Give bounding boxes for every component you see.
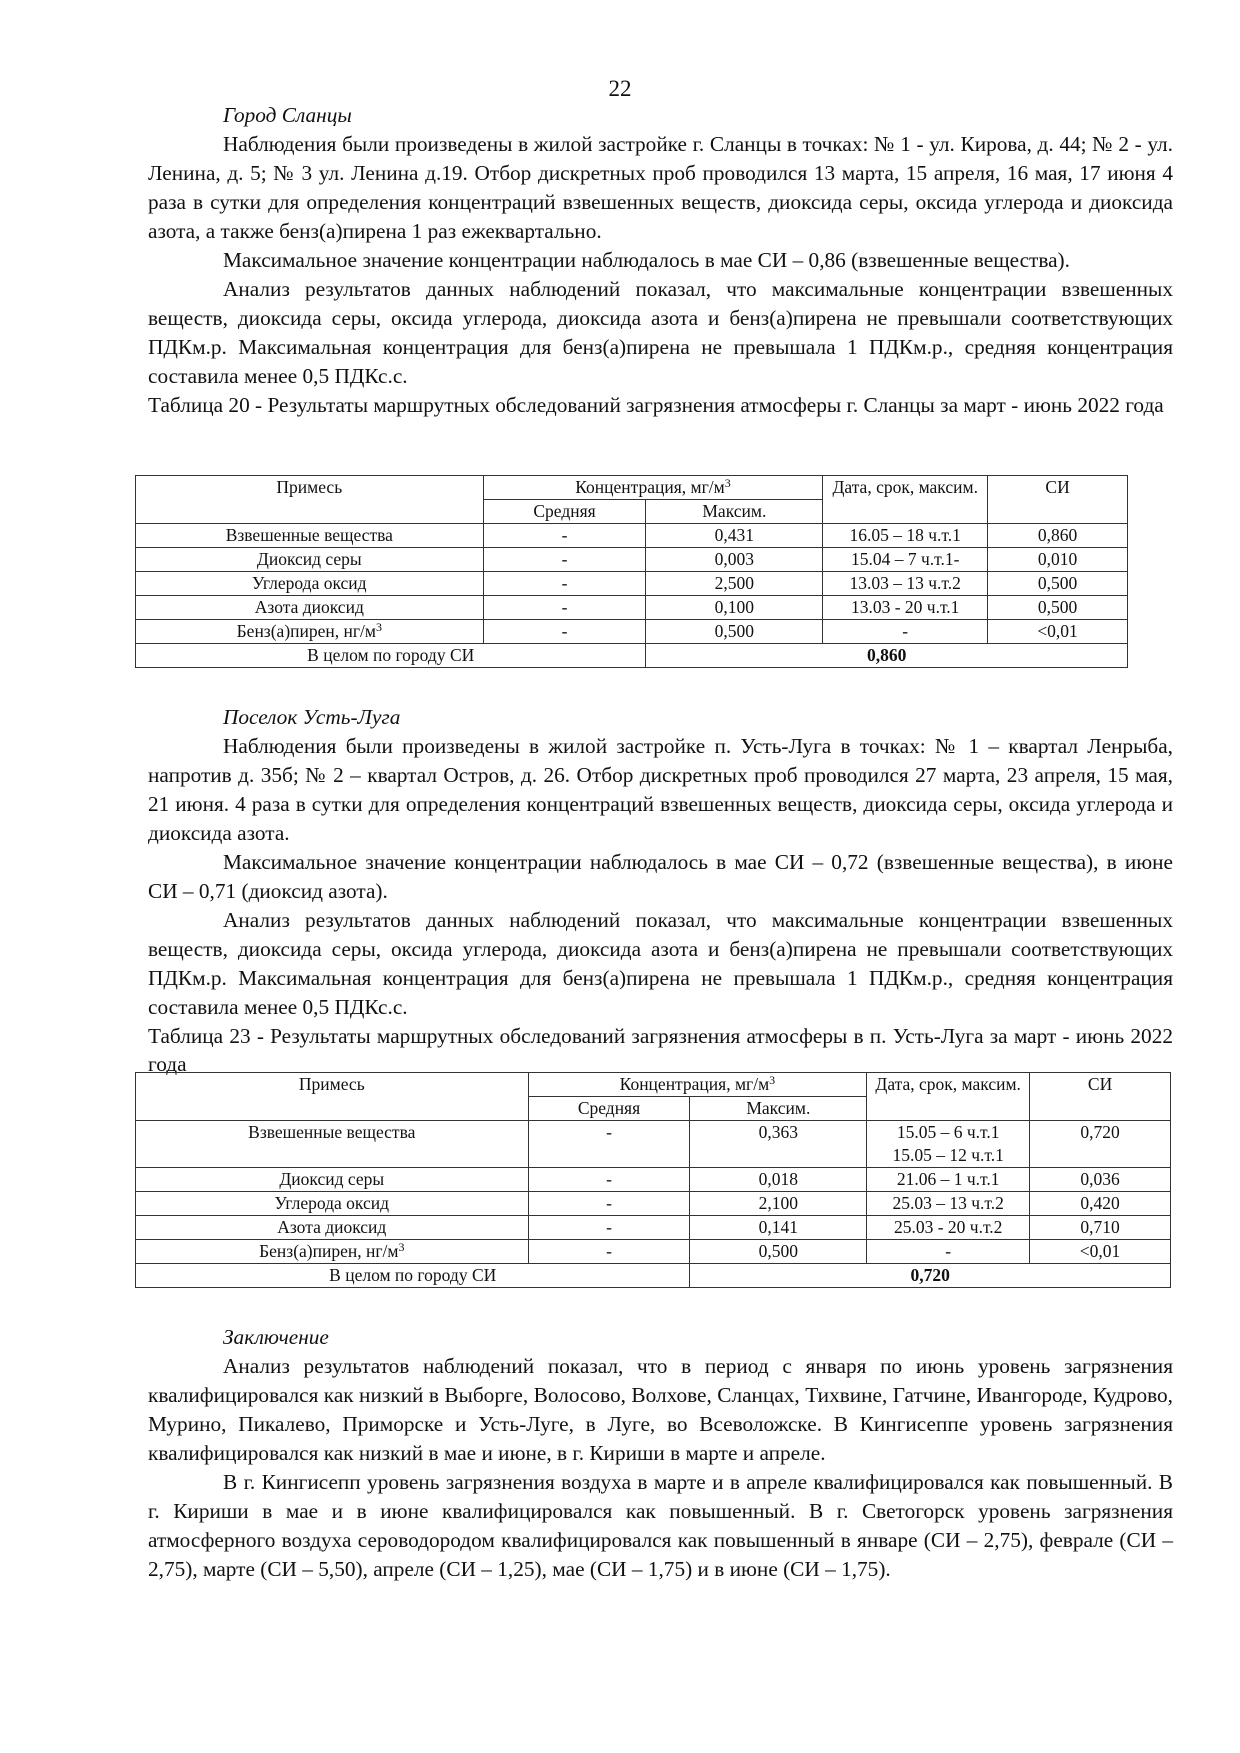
header-substance: Примесь [136, 1073, 529, 1121]
table-row: Бенз(а)пирен, $нг/м^3$ - 0,500 - <0,01 [136, 620, 1128, 644]
header-substance: Примесь [136, 476, 484, 524]
table-caption: Таблица 20 - Результаты маршрутных обследований загрязнения атмосферы г. Сланцы за март - июнь 2022 года [148, 393, 1164, 417]
total-value: 0,720 [690, 1264, 1171, 1288]
table-row: Взвешенные вещества - 0,363 15.05 – 6 ч.т.1 15.05 – 12 ч.т.1 0,720 [136, 1121, 1171, 1168]
header-max: Максим. [690, 1097, 867, 1121]
table-row: Бенз(а)пирен, $нг/м^3$ - 0,500 - <0,01 [136, 1240, 1171, 1264]
paragraph: Наблюдения были произведены в жилой застройке г. Сланцы в точках: № 1 - ул. Кирова, д. 44; № 2 - ул. Ленина, д. 5; № 3 ул. Ленина д.19. Отбор дискретных проб проводился 13 марта, 15 апреля, 16 мая, 17 июня 4 раза в сутки для определения концентраций взвешенных веществ, диоксида серы, оксида углерода и диоксида азота, а также бенз(а)пирена 1 раз ежеквартально. [148, 132, 1173, 243]
paragraph: Анализ результатов данных наблюдений показал, что максимальные концентрации взвешенных веществ, диоксида серы, оксида углерода, диоксида азота и бенз(а)пирена не превышали соответствующих ПДКм.р. Максимальная концентрация для бенз(а)пирена не превышала 1 ПДКм.р., средняя концентрация составила менее 0,5 ПДКс.с. [148, 908, 1173, 1019]
paragraph: Максимальное значение концентрации наблюдалось в мае СИ – 0,86 (взвешенные вещества). [223, 248, 1070, 272]
table-slantsy [135, 475, 1128, 668]
section-heading: Поселок Усть-Луга [223, 705, 401, 729]
table-row: Азота диоксид - 0,141 25.03 - 20 ч.т.2 0,710 [136, 1216, 1171, 1240]
section-heading: Город Сланцы [223, 103, 352, 127]
table-header-row [136, 476, 1128, 500]
paragraph: Максимальное значение концентрации наблюдалось в мае СИ – 0,72 (взвешенные вещества), в июне СИ – 0,71 (диоксид азота). [148, 850, 1173, 903]
table-ust-luga [135, 1072, 1171, 1288]
total-label: В целом по городу СИ [136, 1264, 690, 1288]
section-conclusion [148, 1323, 1173, 1584]
table-row: Азота диоксид - 0,100 13.03 - 20 ч.т.1 0,500 [136, 596, 1128, 620]
table-row: Углерода оксид - 2,100 25.03 – 13 ч.т.2 0,420 [136, 1192, 1171, 1216]
total-value: 0,860 [646, 644, 1128, 668]
section-heading: Заключение [223, 1325, 329, 1349]
header-concentration: Концентрация, $мг/м^3$ [528, 1073, 867, 1097]
total-label: В целом по городу СИ [136, 644, 646, 668]
header-date: Дата, срок, максим. [823, 476, 988, 524]
header-avg: Средняя [528, 1097, 690, 1121]
header-avg: Средняя [483, 500, 646, 524]
table-header-row [136, 1073, 1171, 1097]
header-max: Максим. [646, 500, 823, 524]
header-si: СИ [1030, 1073, 1171, 1121]
page-number: 22 [608, 76, 632, 101]
table-row: Углерода оксид - 2,500 13.03 – 13 ч.т.2 0,500 [136, 572, 1128, 596]
table-total-row [136, 1264, 1171, 1288]
paragraph: Анализ результатов данных наблюдений показал, что максимальные концентрации взвешенных веществ, диоксида серы, оксида углерода, диоксида азота и бенз(а)пирена не превышали соответствующих ПДКм.р. Максимальная концентрация для бенз(а)пирена не превышала 1 ПДКм.р., средняя концентрация составила менее 0,5 ПДКс.с. [148, 277, 1173, 388]
paragraph: Анализ результатов наблюдений показал, что в период с января по июнь уровень загрязнения квалифицировался как низкий в Выборге, Волосово, Волхове, Сланцах, Тихвине, Гатчине, Ивангороде, Кудрово, Мурино, Пикалево, Приморске и Усть-Луге, в Луге, во Всеволожске. В Кингисеппе уровень загрязнения квалифицировался как низкий в мае и июне, в г. Кириши в марте и апреле. [148, 1354, 1173, 1465]
table-row: Диоксид серы - 0,018 21.06 – 1 ч.т.1 0,036 [136, 1168, 1171, 1192]
table-caption: Таблица 23 - Результаты маршрутных обследований загрязнения атмосферы в п. Усть-Луга за март - июнь 2022 года [148, 1024, 1173, 1076]
header-date: Дата, срок, максим. [867, 1073, 1030, 1121]
table-row: Диоксид серы - 0,003 15.04 – 7 ч.т.1- 0,010 [136, 548, 1128, 572]
table-row: Взвешенные вещества - 0,431 16.05 – 18 ч.т.1 0,860 [136, 524, 1128, 548]
header-si: СИ [988, 476, 1128, 524]
table-total-row [136, 644, 1128, 668]
paragraph: В г. Кингисепп уровень загрязнения воздуха в марте и в апреле квалифицировался как повышенный. В г. Кириши в мае и в июне квалифицировался как повышенный. В г. Светогорск уровень загрязнения атмосферного воздуха сероводородом квалифицировался как повышенный в январе (СИ – 2,75), феврале (СИ – 2,75), марте (СИ – 5,50), апреле (СИ – 1,25), мае (СИ – 1,75) и в июне (СИ – 1,75). [148, 1470, 1173, 1581]
paragraph: Наблюдения были произведены в жилой застройке п. Усть-Луга в точках: № 1 – квартал Ленрыба, напротив д. 35б; № 2 – квартал Остров, д. 26. Отбор дискретных проб проводился 27 марта, 23 апреля, 15 мая, 21 июня. 4 раза в сутки для определения концентраций взвешенных веществ, диоксида серы, оксида углерода и диоксида азота. [148, 734, 1173, 845]
section-ust-luga [148, 703, 1173, 1078]
section-slantsy [148, 101, 1173, 419]
header-concentration: Концентрация, $мг/м^3$ [483, 476, 823, 500]
